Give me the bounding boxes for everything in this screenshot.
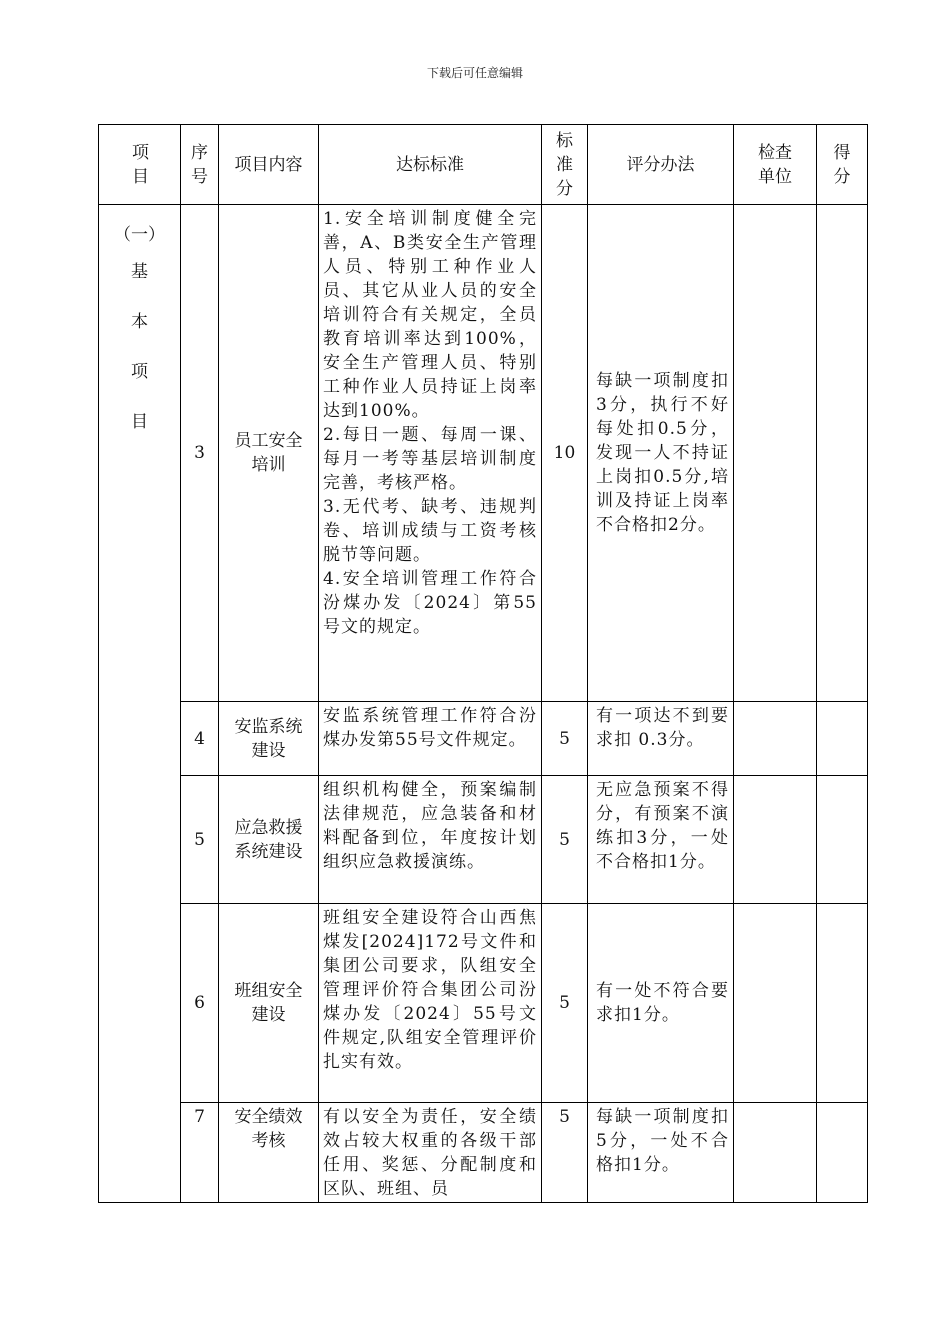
row-method: 有一项达不到要求扣 0.3分。	[588, 702, 734, 776]
row-score	[817, 205, 868, 702]
row-unit	[734, 205, 817, 702]
row-standard: 1.安全培训制度健全完善，A、B类安全生产管理人员、特别工种作业人员、其它从业人员的安全培训符合有关规定，全员教育培训率达到100%，安全生产管理人员、特别工种作业人员持证上岗率达到100%。 2.每日一题、每周一课、每月一考等基层培训制度完善，考核严格。 3.无代考、缺考、违规判卷、培训成绩与工资考核脱节等问题。 4.安全培训管理工作符合汾煤办发〔2024〕第55号文的规定。	[319, 205, 542, 702]
table-row	[99, 776, 868, 904]
row-content: 应急救援 系统建设	[219, 776, 319, 904]
table-row	[99, 702, 868, 776]
row-unit	[734, 702, 817, 776]
table-header-row	[99, 125, 868, 205]
row-standard-score: 5	[542, 702, 588, 776]
row-standard-score: 10	[542, 205, 588, 702]
row-unit	[734, 776, 817, 904]
row-standard: 组织机构健全，预案编制法律规范，应急装备和材料配备到位，年度按计划组织应急救援演练。	[319, 776, 542, 904]
header-content: 项目内容	[219, 125, 319, 205]
row-standard-score: 5	[542, 1103, 588, 1203]
row-method: 有一处不符合要求扣1分。	[588, 904, 734, 1103]
row-standard: 安监系统管理工作符合汾煤办发第55号文件规定。	[319, 702, 542, 776]
row-method: 每缺一项制度扣3分，执行不好每处扣0.5分，发现一人不持证上岗扣0.5分,培训及持证上岗率不合格扣2分。	[588, 205, 734, 702]
row-content: 员工安全 培训	[219, 205, 319, 702]
page-header-note: 下载后可任意编辑	[426, 66, 523, 80]
table-row	[99, 904, 868, 1103]
safety-evaluation-table	[98, 124, 868, 1203]
row-content: 班组安全 建设	[219, 904, 319, 1103]
row-unit	[734, 1103, 817, 1203]
row-seq: 5	[181, 776, 219, 904]
section-label	[99, 205, 181, 1203]
row-score	[817, 702, 868, 776]
header-seq: 序 号	[181, 125, 219, 205]
header-item: 项 目	[99, 125, 181, 205]
row-content: 安监系统 建设	[219, 702, 319, 776]
section-label-char: 本	[131, 312, 148, 332]
row-standard: 有以安全为责任，安全绩效占较大权重的各级干部任用、奖惩、分配制度和区队、班组、员	[319, 1103, 542, 1203]
section-label-prefix: （一）	[114, 225, 165, 245]
row-method: 每缺一项制度扣5分，一处不合格扣1分。	[588, 1103, 734, 1203]
row-seq: 4	[181, 702, 219, 776]
row-standard: 班组安全建设符合山西焦煤发[2024]172号文件和集团公司要求，队组安全管理评价符合集团公司汾煤办发〔2024〕55号文件规定,队组安全管理评价扎实有效。	[319, 904, 542, 1103]
header-standard-score: 标 准 分	[542, 125, 588, 205]
section-label-char: 基	[131, 262, 148, 282]
header-method: 评分办法	[588, 125, 734, 205]
section-label-char: 项	[131, 362, 148, 382]
row-seq: 3	[181, 205, 219, 702]
row-unit	[734, 904, 817, 1103]
row-seq: 6	[181, 904, 219, 1103]
row-score	[817, 1103, 868, 1203]
section-label-char: 目	[131, 412, 148, 432]
header-unit: 检查 单位	[734, 125, 817, 205]
row-score	[817, 904, 868, 1103]
table-row	[99, 205, 868, 702]
row-standard-score: 5	[542, 904, 588, 1103]
row-seq: 7	[181, 1103, 219, 1203]
header-score: 得 分	[817, 125, 868, 205]
header-standard: 达标标准	[319, 125, 542, 205]
row-score	[817, 776, 868, 904]
table-row	[99, 1103, 868, 1203]
row-content: 安全绩效 考核	[219, 1103, 319, 1203]
row-standard-score: 5	[542, 776, 588, 904]
row-method: 无应急预案不得分，有预案不演练扣3分，一处不合格扣1分。	[588, 776, 734, 904]
